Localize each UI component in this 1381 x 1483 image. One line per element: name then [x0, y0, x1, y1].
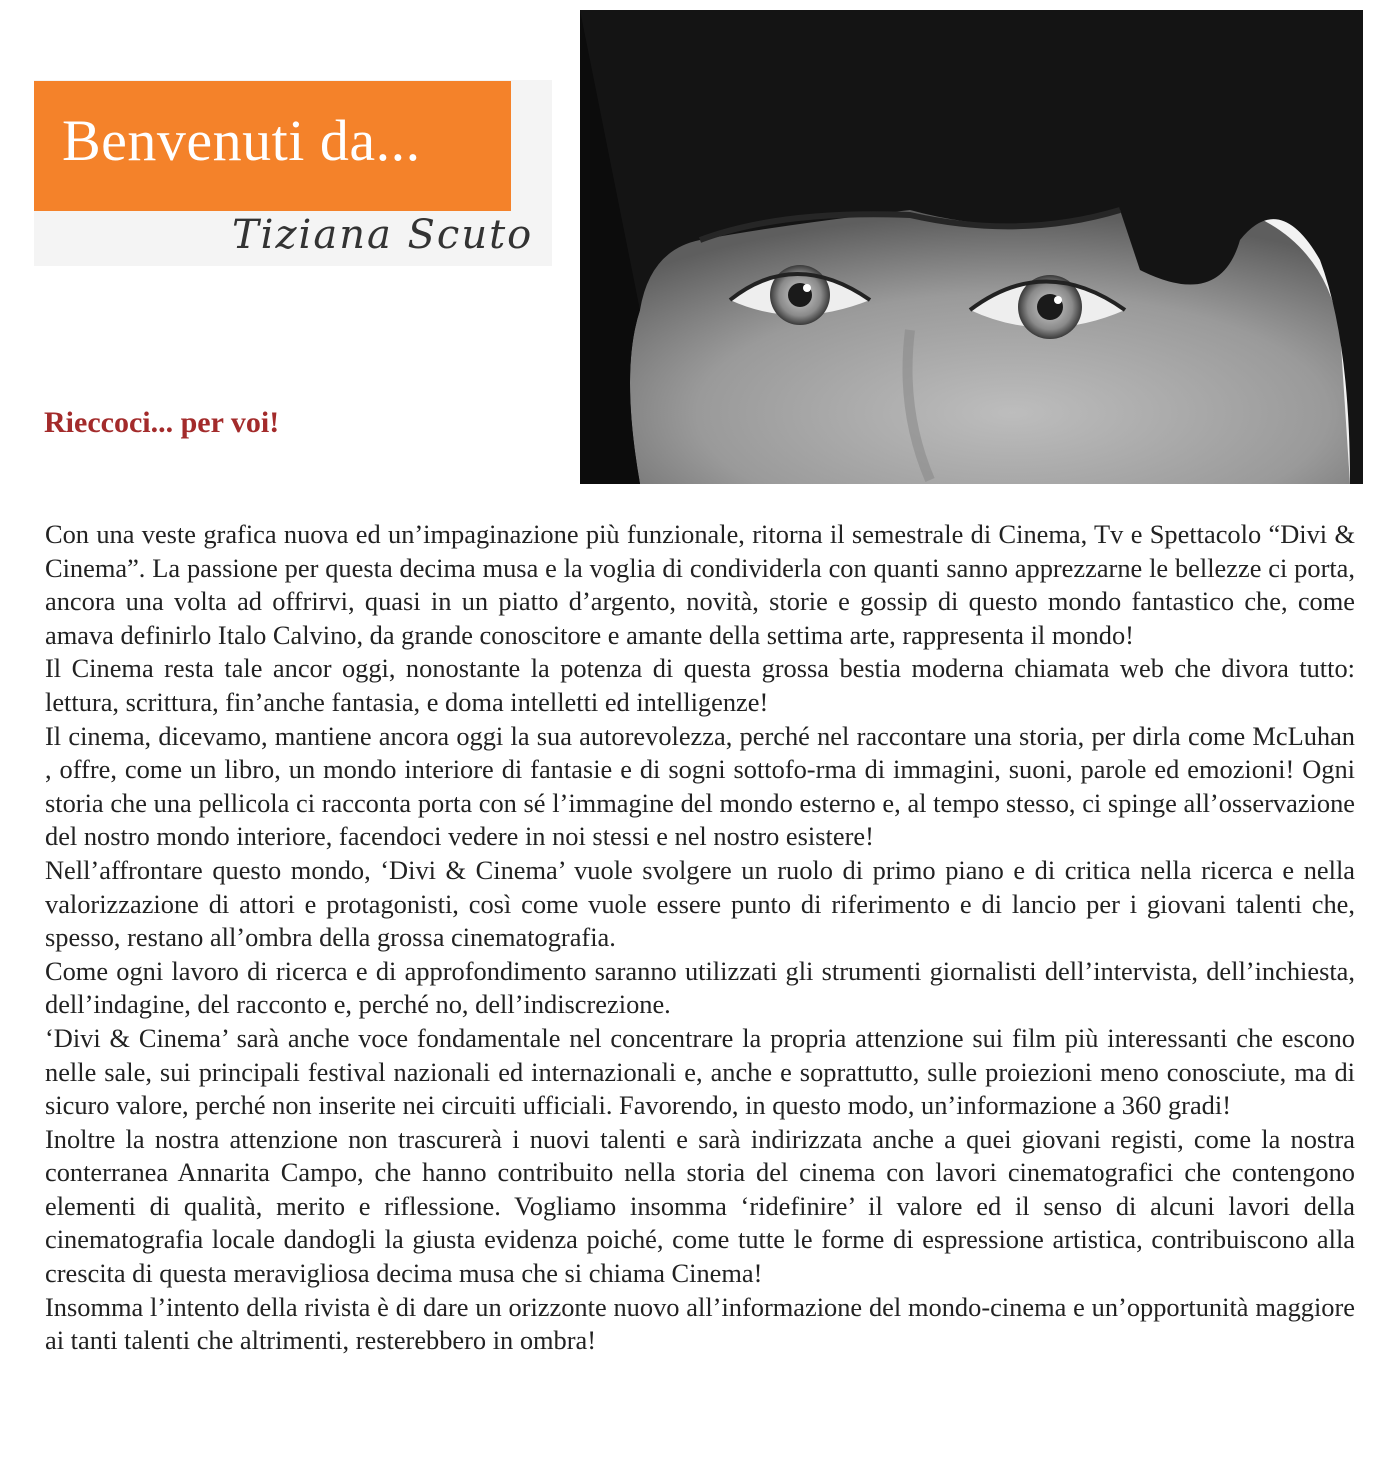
article-paragraph: Inoltre la nostra attenzione non trascurerà i nuovi talenti e sarà indirizzata anche a quei giovani registi, come la nostra conterranea Annarita Campo, che hanno contribuito nella storia del cinema con lavori cinematografici che contengono elementi di qualità, merito e riflessione. Vogliamo insomma ‘ridefinire’ il valore ed il senso di alcuni lavori della cinematografia locale dandogli la giusta evidenza poiché, come tutte le forme di espressione artistica, contribuiscono alla crescita di questa meravigliosa decima musa che si chiama Cinema!: [45, 1123, 1355, 1289]
article-body: [45, 518, 1355, 1358]
portrait-photo: [580, 10, 1363, 484]
signature: Tiziana Scuto: [232, 212, 534, 258]
article-paragraph: ‘Divi & Cinema’ sarà anche voce fondamentale nel concentrare la propria attenzione sui film più interessanti che escono nelle sale, sui principali festival nazionali ed internazionali e, anche e soprattutto, sulle proiezioni meno conosciute, ma di sicuro valore, perché non inserite nei circuiti ufficiali. Favorendo, in questo modo, un’informazione a 360 gradi!: [45, 1022, 1355, 1121]
article-paragraph: Il Cinema resta tale ancor oggi, nonostante la potenza di questa grossa bestia moderna chiamata web che divora tutto: lettura, scrittura, fin’anche fantasia, e doma intelletti ed intelligenze!: [45, 653, 1355, 717]
subtitle: Rieccoci... per voi!: [44, 406, 280, 439]
article-paragraph: Insomma l’intento della rivista è di dare un orizzonte nuovo all’informazione del mondo-cinema e un’opportunità maggiore ai tanti talenti che altrimenti, resterebbero in ombra!: [45, 1291, 1355, 1356]
banner-title: Benvenuti da...: [62, 108, 421, 173]
title-banner: [34, 81, 511, 211]
article-paragraph: Nell’affrontare questo mondo, ‘Divi & Cinema’ vuole svolgere un ruolo di primo piano e di critica nella ricerca e nella valorizzazione di attori e protagonisti, così come vuole essere punto di riferimento e di lancio per i giovani talenti che, spesso, restano all’ombra della grossa cinematografia.: [45, 854, 1355, 953]
article-paragraph: Con una veste grafica nuova ed un’impaginazione più funzionale, ritorna il semestrale di Cinema, Tv e Spettacolo “Divi & Cinema”. La passione per questa decima musa e la voglia di condividerla con quanti sanno apprezzarne le bellezze ci porta, ancora una volta ad offrirvi, quasi in un piatto d’argento, novità, storie e gossip di questo mondo fantastico che, come amava definirlo Italo Calvino, da grande conoscitore e amante della settima arte, rappresenta il mondo!: [45, 519, 1355, 650]
article-paragraph: Come ogni lavoro di ricerca e di approfondimento saranno utilizzati gli strumenti giornalisti dell’intervista, dell’inchiesta, dell’indagine, del racconto e, perché no, dell’indiscrezione.: [45, 955, 1355, 1020]
article-paragraph: Il cinema, dicevamo, mantiene ancora oggi la sua autorevolezza, perché nel raccontare una storia, per dirla come McLuhan , offre, come un libro, un mondo interiore di fantasie e di sogni sottofo-rma di immagini, suoni, parole ed emozioni! Ogni storia che una pellicola ci racconta porta con sé l’immagine del mondo esterno e, al tempo stesso, ci spinge all’osservazione del nostro mondo interiore, facendoci vedere in noi stessi e nel nostro esistere!: [45, 720, 1355, 852]
